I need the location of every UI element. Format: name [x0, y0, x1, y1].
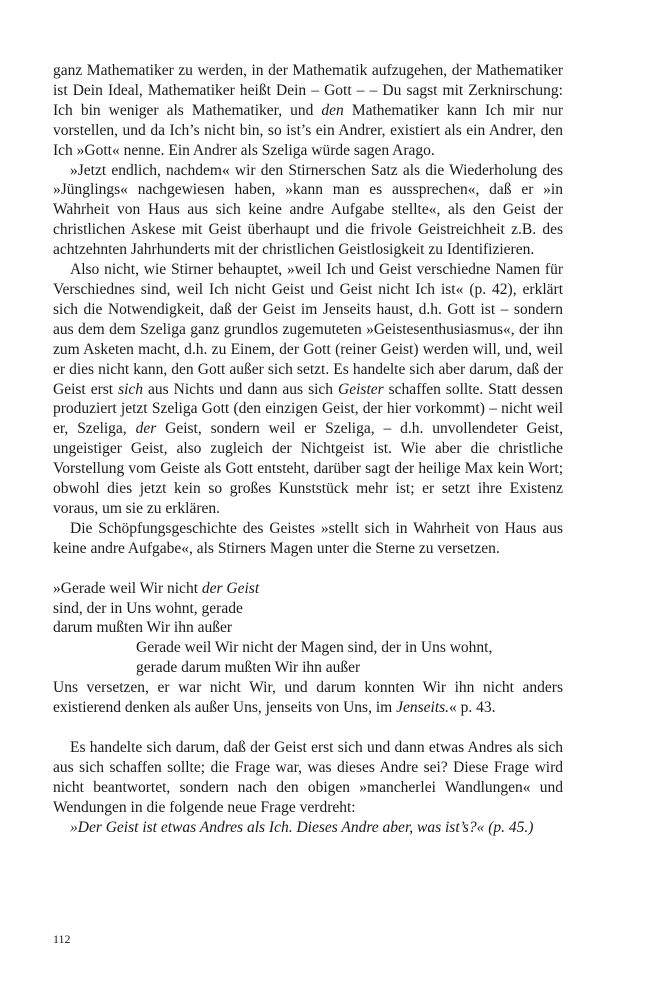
- closing-quote: »Der Geist ist etwas Andres als Ich. Dieses Andre aber, was ist’s?« (p. 45.): [70, 818, 534, 836]
- paragraph-2: »Jetzt endlich, nachdem« wir den Stirnerschen Satz als die Wiederholung des »Jünglings« nachgewiesen haben, »kann man es aussprechen«, daß er »in Wahrheit von Haus aus sich keine andre Aufgabe stellte«, als den Geist der christlichen Askese mit Geist überhaupt und die frivole Geistreichheit z.B. des achtzehnten Jahrhunderts mit der christlichen Geistlosigkeit zu Identifizieren.: [53, 161, 563, 259]
- verse-quote: [53, 579, 563, 718]
- verse-line-5: gerade darum mußten Wir ihn außer: [136, 659, 361, 677]
- verse-line-3: darum mußten Wir ihn außer: [53, 619, 233, 637]
- verse-line-2: sind, der in Uns wohnt, gerade: [53, 599, 243, 617]
- closing-text: [53, 738, 563, 838]
- verse-line-1: »Gerade weil Wir nicht der Geist: [53, 579, 260, 597]
- page-number: 112: [53, 932, 71, 946]
- paragraph-1: ganz Mathematiker zu werden, in der Mathematik aufzugehen, der Mathematiker ist Dein Ideal, Mathematiker heißt Dein – Gott – – Du sagst mit Zerknirschung: Ich bin weniger als Mathematiker, und den Mathematiker kann Ich mir nur vorstellen, und da Ich’s nicht bin, so ist’s ein Andrer, existiert als ein Andrer, den Ich »Gott« nenne. Ein Andrer als Szeliga würde sagen Arago.: [53, 62, 563, 159]
- verse-line-6: Uns versetzen, er war nicht Wir, und darum konnten Wir ihn nicht anders: [53, 679, 563, 697]
- page-body: [53, 61, 563, 838]
- body-text: [53, 61, 563, 559]
- closing-paragraph-1: Es handelte sich darum, daß der Geist erst sich und dann etwas Andres als sich aus sich schaffen sollte; die Frage war, was dieses Andre sei? Diese Frage wird nicht beantwortet, sondern nach den obigen »mancherlei Wandlungen« und Wendungen in die folgende neue Frage verdreht:: [53, 739, 563, 816]
- verse-line-4: Gerade weil Wir nicht der Magen sind, der in Uns wohnt,: [136, 639, 493, 657]
- paragraph-3: Also nicht, wie Stirner behauptet, »weil Ich und Geist verschiedne Namen für Verschiednes sind, weil Ich nicht Geist und Geist nicht Ich ist« (p. 42), erklärt sich die Notwendigkeit, daß der Geist im Jenseits haust, d.h. Gott ist – sondern aus dem dem Szeliga ganz grundlos zugemuteten »Geistesenthusiasmus«, der ihn zum Asketen macht, d.h. zu Einem, der Gott (reiner Geist) werden will, und, weil er dies nicht kann, den Gott außer sich setzt. Es handelte sich aber darum, daß der Geist erst sich aus Nichts und dann aus sich Geister schaffen sollte. Statt dessen produziert jetzt Szeliga Gott (den einzigen Geist, der hier vorkommt) – nicht weil er, Szeliga, der Geist, sondern weil er Szeliga, – d.h. unvollendeter Geist, ungeistiger Geist, also zugleich der Nichtgeist ist. Wie aber die christliche Vorstellung vom Geiste als Gott entsteht, darüber sagt der heilige Max kein Wort; obwohl dies jetzt kein so großes Kunststück mehr ist; er setzt ihre Existenz voraus, um sie zu erklären.: [53, 261, 563, 517]
- paragraph-4: Die Schöpfungsgeschichte des Geistes »stellt sich in Wahrheit von Haus aus keine andre Aufgabe«, als Stirners Magen unter die Sterne zu versetzen.: [53, 519, 563, 557]
- verse-line-7: existierend denken als außer Uns, jenseits von Uns, im Jenseits.« p. 43.: [53, 699, 496, 717]
